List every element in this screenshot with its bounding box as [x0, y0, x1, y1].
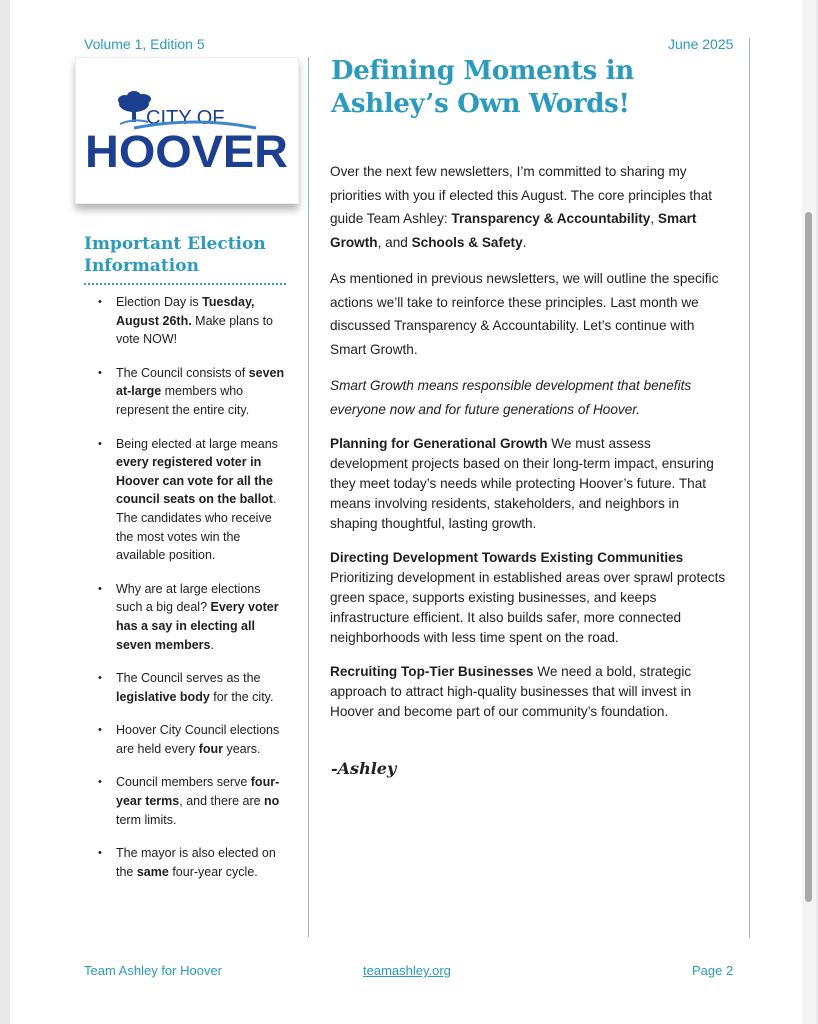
election-info-item: • Being elected at large means every registered voter in Hoover can vote for all the council seats on the ballot. The candidates who receive the most votes win the available position. [98, 436, 278, 563]
bullet-dot: • [98, 672, 102, 685]
article-headline [331, 55, 731, 121]
website-link[interactable]: teamashley.org [363, 963, 451, 978]
footer-campaign: Team Ashley for Hoover [84, 963, 223, 978]
volume-label: Volume 1, Edition 5 [84, 36, 205, 52]
section-top-tier-businesses: Recruiting Top-Tier Businesses We need a bold, strategic approach to attract high-quality businesses that will invest in Hoover and become part of our community’s foundation. [330, 664, 692, 719]
signature: -Ashley [331, 759, 397, 778]
page-number: Page 2 [692, 963, 734, 978]
section-title: Directing Development Towards Existing Communities [330, 550, 684, 565]
bullet-dot: • [98, 582, 102, 595]
bullet-dot: • [98, 776, 102, 789]
article-body [330, 160, 730, 736]
principle-smart-growth: Smart Growth [330, 211, 697, 250]
footer-link-wrap [363, 963, 451, 978]
bullet-dot: • [98, 296, 102, 308]
section-existing-communities: Directing Development Towards Existing Communities Prioritizing development in established areas over sprawl protects green space, supports existing businesses, and keeps infrastructure efficient. It also builds safer, more connected neighborhoods with less time spent on the road. [330, 550, 726, 645]
election-info-item: • The Council serves as the legislative body for the city. [98, 671, 274, 704]
intro-paragraph: Over the next few newsletters, I’m committed to sharing my priorities with you if elected this August. The core principles that guide Team Ashley: Transparency & Accountability, Smart Growth, and Schools & Safety. [330, 164, 713, 250]
bullet-dot: • [98, 724, 102, 737]
section-generational-growth: Planning for Generational Growth We must assess development projects based on their long-term impact, ensuring they meet today’s needs while protecting Hoover’s future. That means involving residents, stakeholders, and neighbors in shaping thoughtful, lasting growth. [330, 436, 714, 531]
election-info-item: • The Council consists of seven at-large members who represent the entire city. [98, 365, 285, 417]
election-info-item: • Why are at large elections such a big deal? Every voter has a say in electing all seven members. [98, 581, 279, 652]
smart-growth-definition: Smart Growth means responsible development that benefits everyone now and for future generations of Hoover. [330, 378, 692, 417]
election-info-item: • Election Day is Tuesday, August 26th. Make plans to vote NOW! [98, 295, 273, 347]
headline-line2: Ashley’s Own Words! [331, 89, 630, 119]
election-info-list [98, 293, 288, 896]
column-divider-left [308, 57, 309, 937]
bullet-dot: • [98, 366, 102, 379]
election-info-item: • Hoover City Council elections are held every four years. [98, 723, 280, 756]
election-info-item: • Council members serve four-year terms, and there are no term limits. [98, 775, 280, 827]
column-divider-right [749, 38, 750, 938]
logo-line2: HOOVER [85, 126, 288, 177]
city-of-hoover-logo [76, 58, 298, 203]
scrollbar-thumb[interactable] [805, 212, 812, 902]
sidebar-title: Important Election Information [84, 234, 266, 276]
principle-schools-safety: Schools & Safety [411, 234, 523, 250]
bullet-dot: • [98, 437, 102, 450]
principle-transparency: Transparency & Accountability [451, 211, 651, 226]
date-label: June 2025 [668, 36, 734, 52]
city-logo [75, 57, 299, 204]
headline-line1: Defining Moments in [331, 56, 634, 86]
sidebar-dotted-divider [84, 283, 286, 285]
bullet-dot: • [98, 847, 102, 860]
context-paragraph: As mentioned in previous newsletters, we will outline the specific actions we’ll take to reinforce these principles. Last month we discussed Transparency & Accountability. Let’s continue with Smart Growth. [330, 271, 719, 357]
section-title: Planning for Generational Growth [330, 436, 548, 451]
logo-line1: CITY OF [146, 107, 225, 129]
election-info-item: • The mayor is also elected on the same four-year cycle. [98, 846, 276, 879]
section-title: Recruiting Top-Tier Businesses [330, 664, 534, 679]
